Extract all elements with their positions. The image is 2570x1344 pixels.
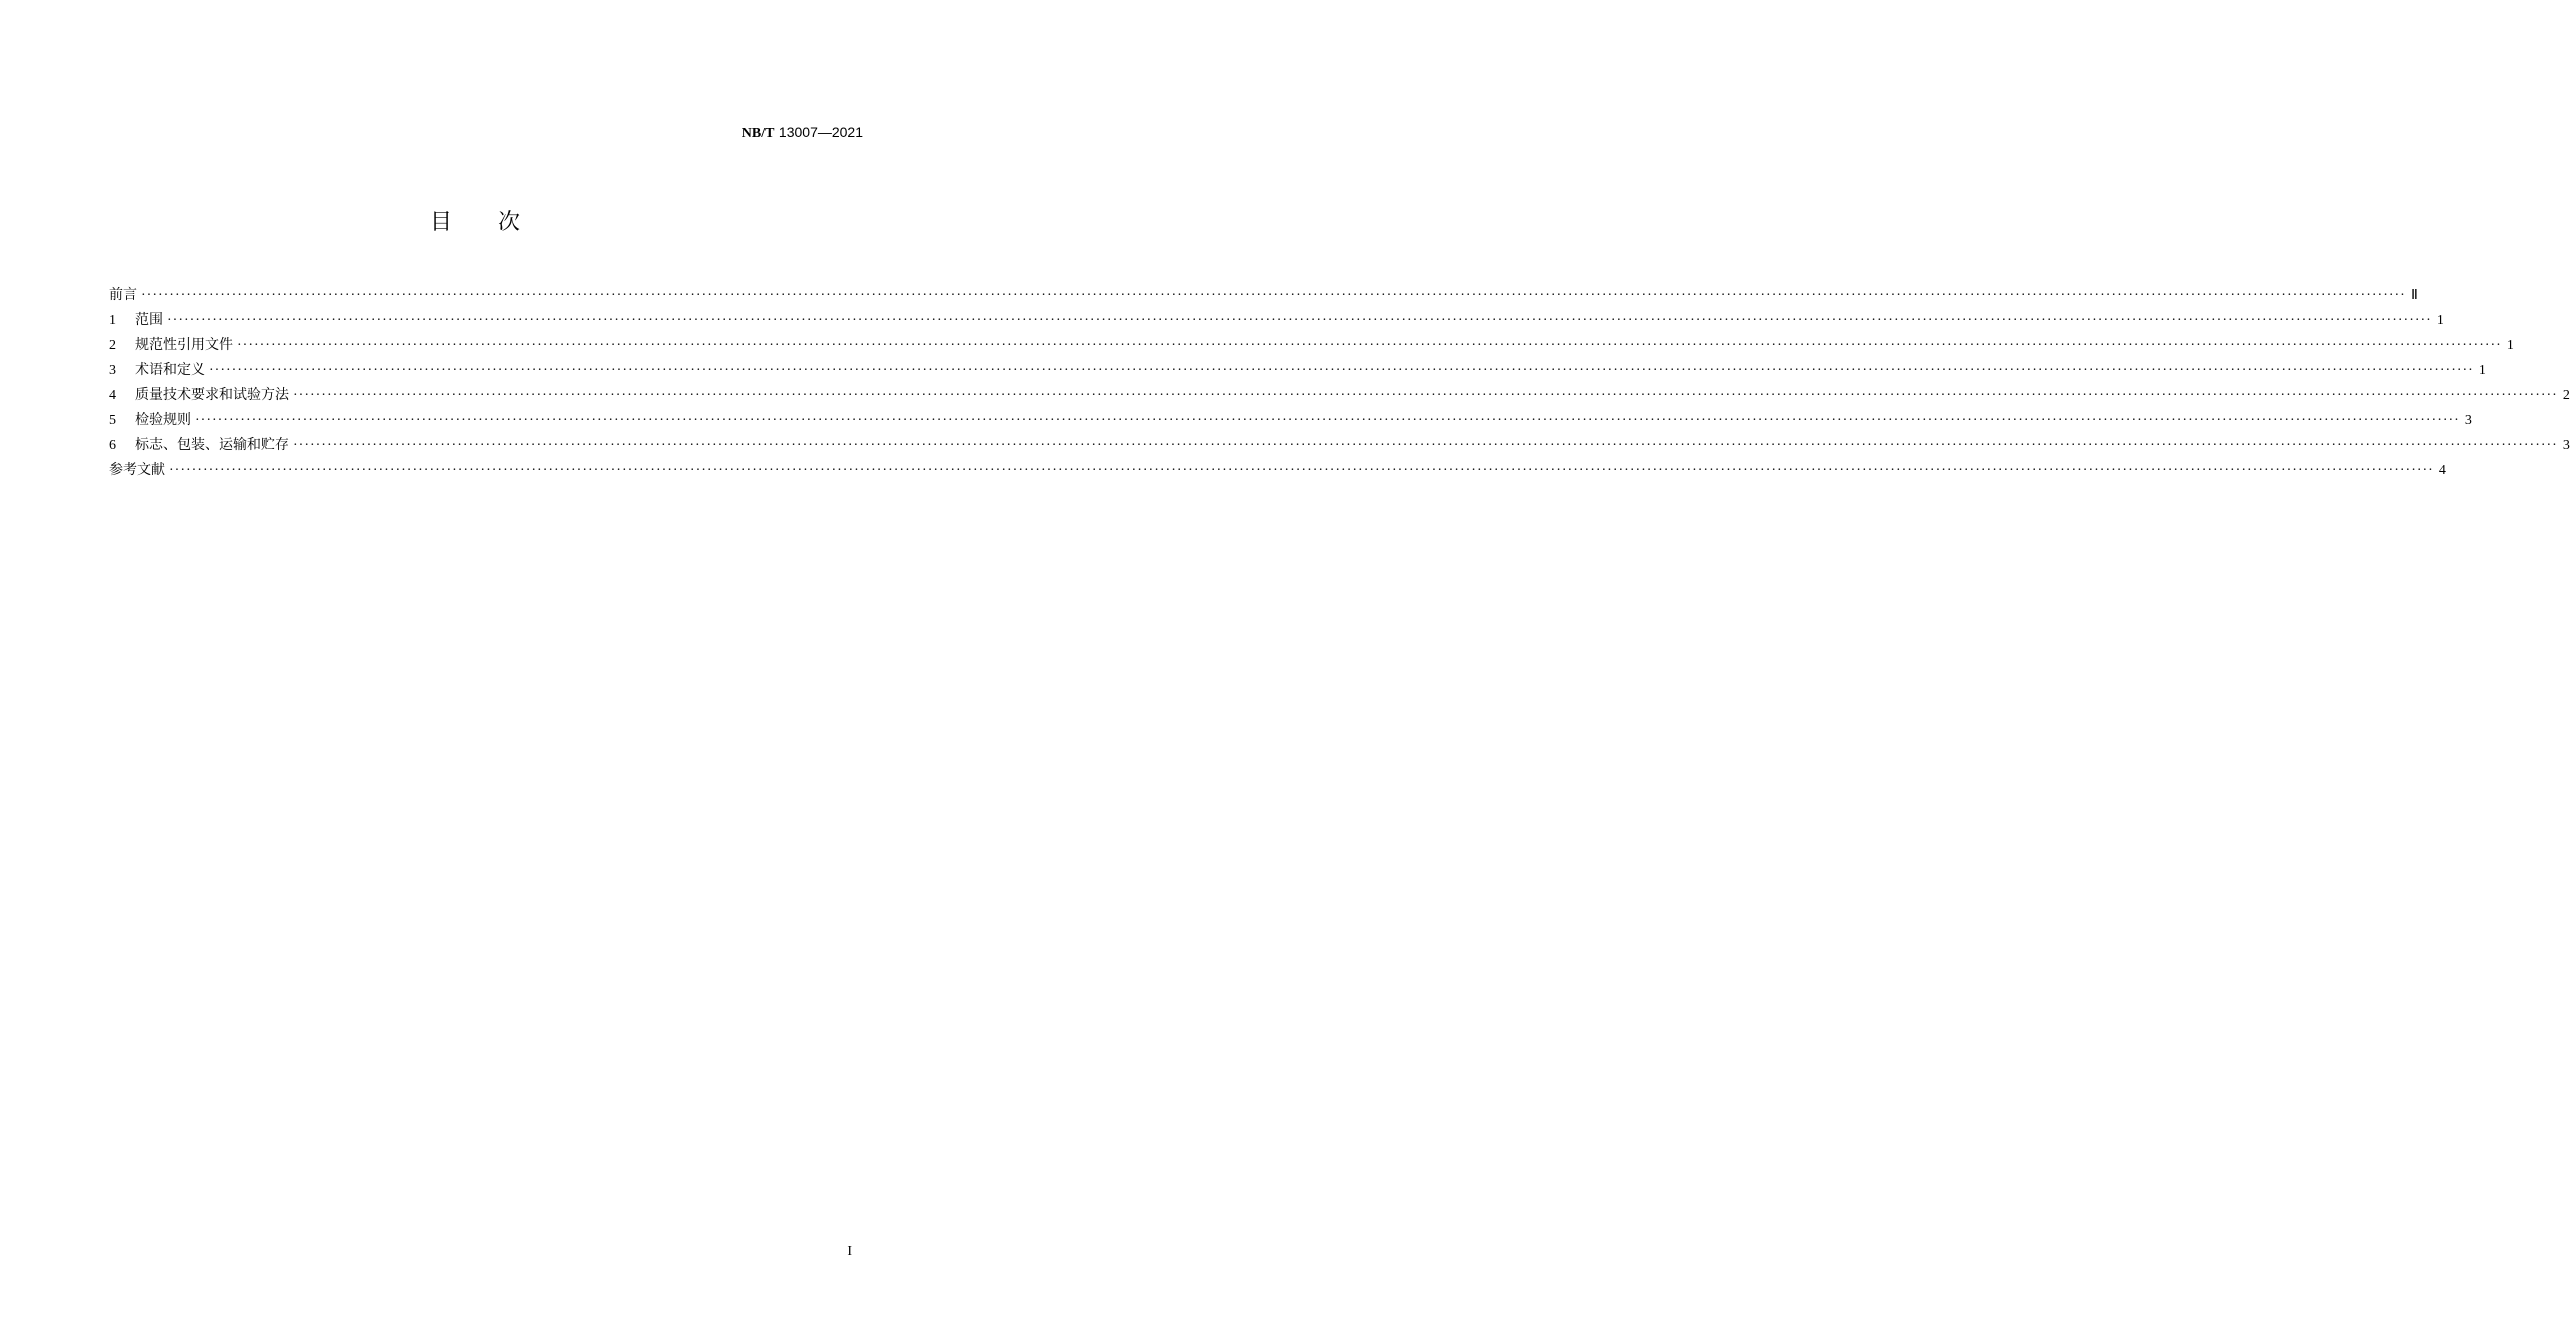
dot-leader: ················································································································································································································································································································································································································ — [167, 313, 2432, 328]
toc-entry-label: 术语和定义 — [135, 362, 205, 378]
toc-entry-foreword[interactable] — [109, 284, 2418, 309]
toc-entry-page: 1 — [2478, 363, 2486, 378]
toc-entry-bibliography[interactable] — [109, 459, 2446, 484]
toc-entry-quality-requirements[interactable] — [109, 384, 2570, 409]
standard-code: 13007—2021 — [778, 124, 863, 140]
standard-number — [742, 124, 863, 142]
dot-leader: ················································································································································································································································································································································································································ — [237, 338, 2502, 353]
toc-entry-page: Ⅱ — [2410, 288, 2418, 303]
toc-entry-number: 6 — [109, 438, 116, 453]
toc-entry-page: 1 — [2436, 313, 2444, 328]
toc-entry-marking-packaging[interactable] — [109, 434, 2570, 459]
page-title: 目次 — [429, 210, 566, 235]
dot-leader: ················································································································································································································································································································································································································ — [209, 363, 2474, 378]
toc-entry-label: 参考文献 — [109, 462, 165, 478]
toc-entry-label: 质量技术要求和试验方法 — [135, 387, 289, 403]
toc-entry-page: 3 — [2562, 438, 2570, 453]
toc-entry-page: 3 — [2464, 413, 2472, 428]
page-number: I — [847, 1244, 852, 1259]
toc-entry-label: 规范性引用文件 — [135, 337, 233, 353]
toc-entry-label: 前言 — [109, 287, 137, 303]
toc-entry-normative-references[interactable] — [109, 334, 2514, 359]
toc-entry-number: 4 — [109, 388, 116, 403]
toc-entry-inspection-rules[interactable] — [109, 409, 2472, 434]
toc-entry-number: 2 — [109, 338, 116, 353]
dot-leader: ················································································································································································································································································································································································································ — [141, 288, 2406, 303]
toc-entry-page: 2 — [2562, 388, 2570, 403]
toc-entry-page: 1 — [2506, 338, 2514, 353]
dot-leader: ················································································································································································································································································································································································································ — [293, 388, 2558, 403]
toc-entry-terms-definitions[interactable] — [109, 359, 2486, 384]
toc-entry-label: 标志、包装、运输和贮存 — [135, 437, 289, 453]
standard-prefix: NB/T — [741, 126, 775, 141]
toc-entry-number: 3 — [109, 363, 116, 378]
toc-entry-scope[interactable] — [109, 309, 2444, 334]
toc-entry-number: 1 — [109, 313, 116, 328]
toc-entry-label: 检验规则 — [135, 412, 191, 428]
toc-entry-number: 5 — [109, 413, 116, 428]
toc-entry-page: 4 — [2438, 463, 2446, 478]
dot-leader: ················································································································································································································································································································································································································ — [195, 413, 2460, 428]
table-of-contents — [109, 284, 2570, 484]
dot-leader: ················································································································································································································································································································································································································ — [169, 463, 2434, 478]
toc-entry-label: 范围 — [135, 312, 163, 328]
dot-leader: ················································································································································································································································································································································································································ — [293, 438, 2558, 453]
